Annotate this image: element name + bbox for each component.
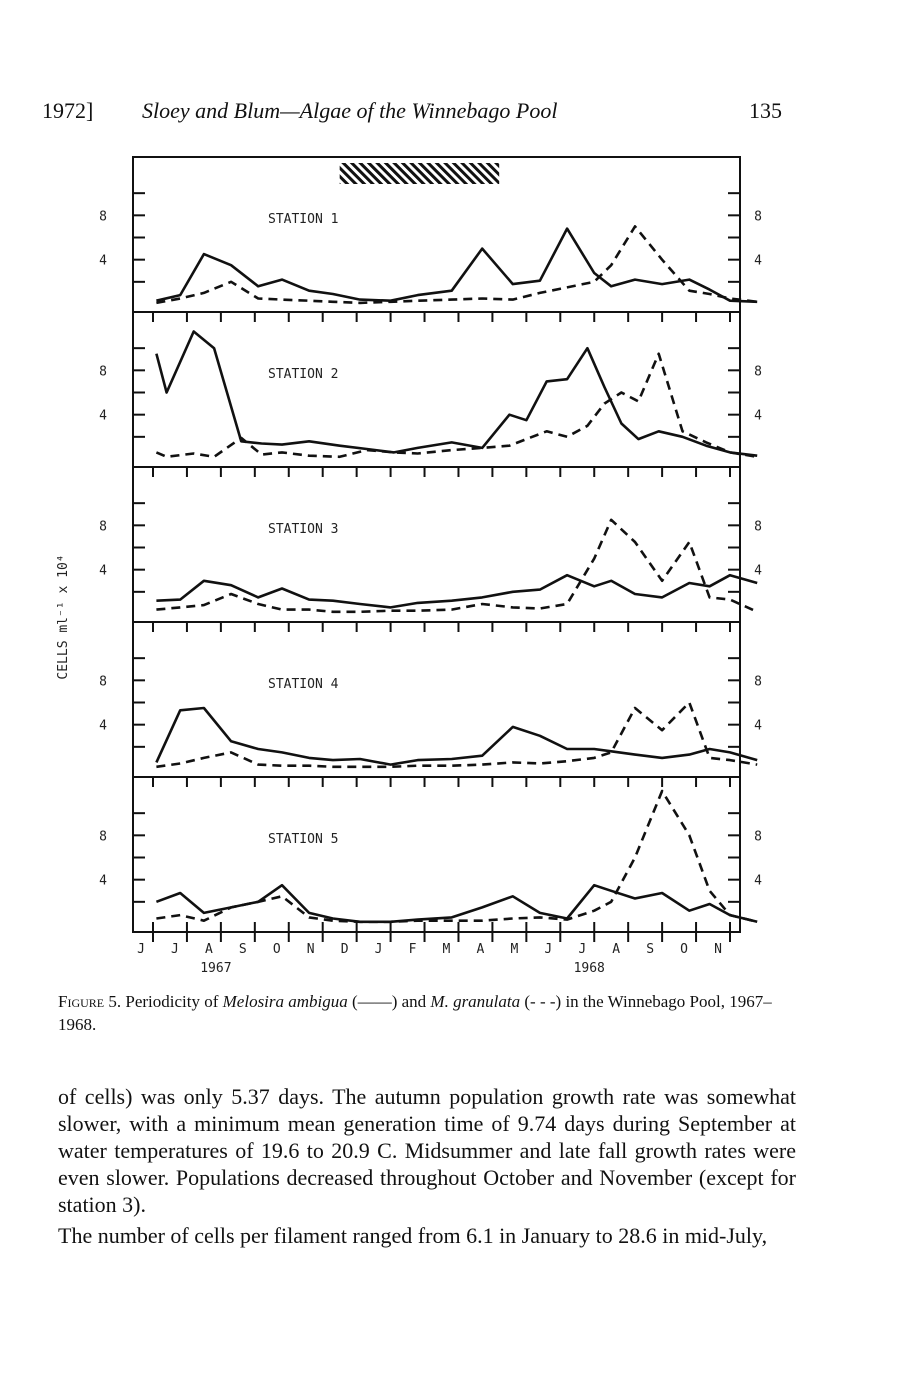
hatch-bar	[340, 163, 500, 184]
station-title: STATION 4	[268, 677, 339, 692]
month-label: S	[646, 942, 655, 957]
y-tick-label-right: 4	[754, 563, 762, 579]
month-label: N	[306, 942, 315, 957]
month-label: F	[408, 942, 417, 957]
figure-caption	[58, 990, 798, 1036]
body-text	[58, 1083, 796, 1249]
station-title: STATION 5	[268, 832, 339, 847]
series-m-granulata	[156, 226, 757, 303]
month-label: A	[612, 942, 621, 957]
series-m-ambigua	[156, 332, 757, 456]
month-label: M	[442, 942, 451, 957]
series-m-granulata	[156, 791, 757, 922]
y-tick-label-right: 8	[754, 519, 762, 535]
month-label: D	[340, 942, 349, 957]
series-m-ambigua	[156, 708, 757, 765]
y-tick-label-left: 8	[99, 364, 107, 380]
year-label: 1967	[200, 961, 232, 976]
article-running-title: Sloey and Blum—Algae of the Winnebago Pool	[142, 98, 558, 123]
y-tick-label-left: 4	[99, 563, 107, 579]
month-label: A	[204, 942, 213, 957]
figure-label: Figure 5.	[58, 992, 122, 1011]
series-m-granulata	[156, 520, 757, 612]
month-label: M	[510, 942, 519, 957]
month-label: J	[137, 942, 145, 957]
panel-station-2	[99, 312, 762, 457]
month-label: S	[238, 942, 247, 957]
panel-station-3	[99, 467, 762, 612]
page-number: 135	[749, 98, 782, 123]
series-m-ambigua	[156, 575, 757, 607]
chart-frame	[133, 157, 740, 932]
y-tick-label-left: 8	[99, 519, 107, 535]
y-tick-label-left: 8	[99, 829, 107, 845]
station-title: STATION 2	[268, 367, 339, 382]
y-tick-label-left: 4	[99, 873, 107, 889]
month-label: J	[171, 942, 179, 957]
y-tick-label-right: 4	[754, 253, 762, 269]
figure-5-chart	[0, 140, 903, 980]
y-tick-label-right: 8	[754, 674, 762, 690]
month-label: J	[544, 942, 553, 957]
series-m-granulata	[156, 354, 757, 457]
panel-station-1	[99, 193, 762, 303]
y-tick-label-right: 4	[754, 408, 762, 424]
y-tick-label-left: 8	[99, 674, 107, 690]
caption-species-2: M. granulata	[430, 992, 521, 1011]
running-head	[42, 98, 782, 128]
y-tick-label-left: 4	[99, 718, 107, 734]
journal-year: 1972]	[42, 98, 94, 123]
panel-station-5	[99, 777, 762, 922]
caption-text-2: (——) and	[347, 992, 431, 1011]
month-label: J	[374, 942, 383, 957]
station-title: STATION 1	[268, 212, 339, 227]
y-tick-label-right: 8	[754, 364, 762, 380]
station-title: STATION 3	[268, 522, 339, 537]
y-tick-label-right: 8	[754, 209, 762, 225]
y-tick-label-left: 4	[99, 408, 107, 424]
paragraph: The number of cells per filament ranged from 6.1 in January to 28.6 in mid-July,	[58, 1223, 768, 1248]
caption-text-1: Periodicity of	[121, 992, 223, 1011]
y-axis-label: CELLS ml⁻¹ x 10⁴	[56, 554, 71, 680]
month-label: O	[680, 942, 688, 957]
y-tick-label-left: 8	[99, 209, 107, 225]
month-label: N	[714, 942, 722, 957]
y-tick-label-right: 8	[754, 829, 762, 845]
y-tick-label-right: 4	[754, 873, 762, 889]
month-label: O	[272, 942, 281, 957]
caption-species-1: Melosira ambigua	[222, 992, 348, 1011]
month-label: J	[578, 942, 587, 957]
paragraph: of cells) was only 5.37 days. The autumn population growth rate was somewhat slower, with a minimum mean generation time of 9.74 days during September at water temperatures of 19.6 to 20.9 C. Midsummer and late fall growth rates were even slower. Populations decreased throughout October and November (except for station 3).	[58, 1084, 796, 1217]
y-tick-label-left: 4	[99, 253, 107, 269]
year-label: 1968	[573, 961, 605, 976]
panel-station-4	[99, 622, 762, 767]
caption-text-3: (- - -) in the Winnebago Pool, 1967–1968.	[58, 992, 772, 1034]
month-label: A	[476, 942, 485, 957]
y-tick-label-right: 4	[754, 718, 762, 734]
